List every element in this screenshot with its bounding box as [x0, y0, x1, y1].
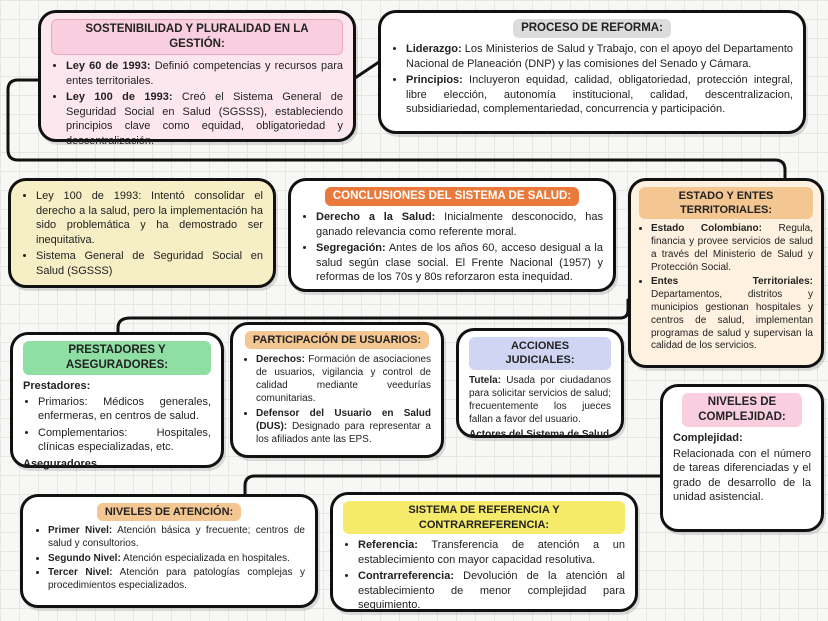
card-title: PARTICIPACIÓN DE USUARIOS:: [245, 331, 429, 349]
card-niveles-complejidad: [660, 384, 824, 532]
card-estado-entes: [628, 178, 824, 368]
card-title: PRESTADORES Y ASEGURADORES:: [23, 341, 211, 375]
list-item: • Segregación: Antes de los años 60, acceso desigual a la salud según clase social. El Frente Nacional (1957) y reformas de los 70s y 80s reforzaron esta inequidad.: [316, 241, 603, 285]
card-sistema-referencia: [330, 492, 638, 612]
card-sostenibilidad: [38, 10, 356, 147]
list-item: • Primer Nivel: Atención básica y frecuente; centros de salud y consultorios.: [48, 525, 305, 551]
footer-label: Aseguradores: [23, 457, 97, 470]
item-list: [243, 353, 431, 446]
card-title: ACCIONES JUDICIALES:: [469, 337, 611, 370]
card-title: ESTADO Y ENTES TERRITORIALES:: [639, 187, 813, 219]
tutela-text: Tutela: Usada por ciudadanos para solicitar servicios de salud; frecuentemente los jueces fallan a favor del usuario.: [469, 374, 612, 425]
card-conclusiones: [288, 178, 616, 292]
card-title: NIVELES DE COMPLEJIDAD:: [682, 393, 802, 427]
list-item: • Referencia: Transferencia de atención a un establecimiento con mayor capacidad resolutiva.: [358, 538, 625, 567]
card-participacion: [230, 322, 444, 458]
card-proceso-reforma: [378, 10, 806, 134]
list-item: • Derechos: Formación de asociaciones de usuarios, vigilancia y control de calidad mediante veedurías comunitarias.: [256, 353, 431, 405]
list-item: • Liderazgo: Los Ministerios de Salud y Trabajo, con el apoyo del Departamento Nacional de Planeación (DNP) y las comisiones del Senado y Cámara.: [406, 42, 793, 71]
list-item: • Derecho a la Salud: Inicialmente desconocido, has ganado relevancia como referente moral.: [316, 210, 603, 239]
list-item: • Estado Colombiano: Regula, financia y provee servicios de salud a través del Ministerio de Salud y Protección Social.: [651, 223, 813, 274]
subtitle: Prestadores:: [23, 380, 91, 393]
card-title: SISTEMA DE REFERENCIA Y CONTRARREFERENCIA:: [343, 501, 625, 534]
item-list: [33, 525, 305, 593]
item-list: [391, 42, 793, 117]
card-title: SOSTENIBILIDAD Y PLURALIDAD EN LA GESTIÓN:: [51, 19, 343, 55]
item-list: [343, 538, 625, 613]
list-item: • Contrarreferencia: Devolución de la atención al establecimiento de menor complejidad para seguimiento.: [358, 569, 625, 613]
item-list: [21, 189, 263, 278]
card-ley-100: [8, 178, 276, 288]
list-item: • Entes Territoriales: Departamentos, distritos y municipios gestionan hospitales y centros de salud, implementan programas de salud y supervisan la calidad de los servicios.: [651, 276, 813, 353]
card-title: NIVELES DE ATENCIÓN:: [97, 503, 241, 521]
list-item: • Ley 60 de 1993: Definió competencias y recursos para entes territoriales.: [66, 59, 343, 88]
item-list: [51, 59, 343, 148]
list-item: • Tercer Nivel: Atención para patologías complejas y procedimientos especializados.: [48, 567, 305, 593]
card-niveles-atencion: [20, 494, 318, 608]
list-item: • Ley 100 de 1993: Creó el Sistema General de Seguridad Social en Salud (SGSSS), estableciendo principios clave como equidad, obligatoriedad y descentralización.: [66, 90, 343, 148]
item-list: [23, 395, 211, 455]
card-title: PROCESO DE REFORMA:: [513, 19, 671, 38]
list-item: • Ley 100 de 1993: Intentó consolidar el derecho a la salud, pero la implementación ha sido problemática y ha demostrado ser inequitativa.: [36, 189, 263, 247]
list-item: • Defensor del Usuario en Salud (DUS): Designado para representar a los afiliados ante las EPS.: [256, 407, 431, 446]
subtitle: Complejidad:: [673, 432, 743, 445]
complejidad-text: Relacionada con el número de tareas diferenciadas y el grado de desarrollo de la unidad asistencial.: [673, 447, 811, 504]
card-title: CONCLUSIONES DEL SISTEMA DE SALUD:: [325, 187, 579, 206]
item-list: [639, 223, 813, 353]
list-item: • Segundo Nivel: Atención especializada en hospitales.: [48, 553, 305, 566]
list-item: • Principios: Incluyeron equidad, calidad, obligatoriedad, protección integral, libre elección, autonomía institucional, calidad, descentralizacion, subsidiariedad, complementariedad, concurrencia y participación.: [406, 73, 793, 117]
footer-label: Actores del Sistema de Salud: [469, 428, 610, 440]
list-item: • Primarios: Médicos generales, enfermeras, en centros de salud.: [38, 395, 211, 424]
item-list: [301, 210, 603, 285]
card-prestadores: [10, 332, 224, 468]
list-item: • Sistema General de Seguridad Social en Salud (SGSSS): [36, 249, 263, 278]
card-acciones-judiciales: [456, 328, 624, 438]
list-item: • Complementarios: Hospitales, clínicas especializadas, etc.: [38, 426, 211, 455]
